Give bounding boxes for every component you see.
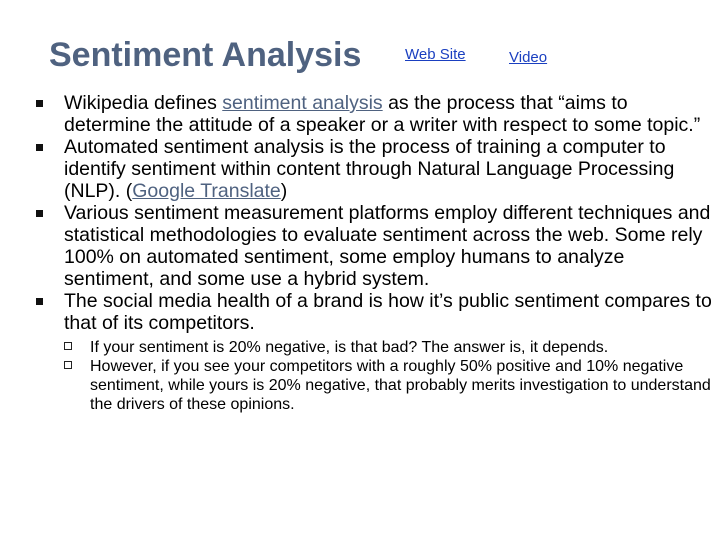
google-translate-link[interactable]: Google Translate: [132, 180, 281, 202]
bullet-text: Automated sentiment analysis is the process of training a computer to identify sentiment within content through Natural Language Processing (NLP). (: [64, 136, 675, 202]
bullet-list: [36, 92, 712, 414]
bullet-text: Wikipedia defines: [64, 92, 223, 114]
sub-bullet-text: However, if you see your competitors with a roughly 50% positive and 10% negative sentiment, while yours is 20% negative, that probably merits investigation to understand the drivers of these opinions.: [90, 358, 711, 413]
sub-bullet-item: [64, 357, 712, 414]
bullet-item: [36, 202, 712, 290]
sub-bullet-item: [64, 338, 712, 357]
bullet-text: Various sentiment measurement platforms employ different techniques and statistical methodologies to evaluate sentiment across the web. Some rely 100% on automated sentiment, some employ humans to analyze sentiment, and some use a hybrid system.: [64, 202, 711, 290]
web-site-link[interactable]: Web Site: [405, 46, 466, 63]
square-bullet-icon: [36, 210, 43, 217]
hollow-square-bullet-icon: [64, 342, 72, 350]
square-bullet-icon: [36, 298, 43, 305]
sentiment-analysis-link[interactable]: sentiment analysis: [222, 92, 383, 114]
bullet-item: [36, 92, 712, 136]
slide-title: Sentiment Analysis: [49, 36, 362, 74]
bullet-text: ): [280, 180, 288, 202]
bullet-text: as the process that “aims to determine the attitude of a speaker or a writer with respect to some topic.”: [64, 92, 701, 136]
square-bullet-icon: [36, 100, 43, 107]
video-link[interactable]: Video: [509, 49, 548, 66]
hollow-square-bullet-icon: [64, 361, 72, 369]
sub-bullet-list: [64, 338, 712, 414]
bullet-item: [36, 290, 712, 414]
bullet-item: [36, 136, 712, 202]
bullet-text: The social media health of a brand is how it’s public sentiment compares to that of its competitors.: [64, 290, 712, 334]
sub-bullet-text: If your sentiment is 20% negative, is that bad? The answer is, it depends.: [90, 339, 609, 356]
square-bullet-icon: [36, 144, 43, 151]
